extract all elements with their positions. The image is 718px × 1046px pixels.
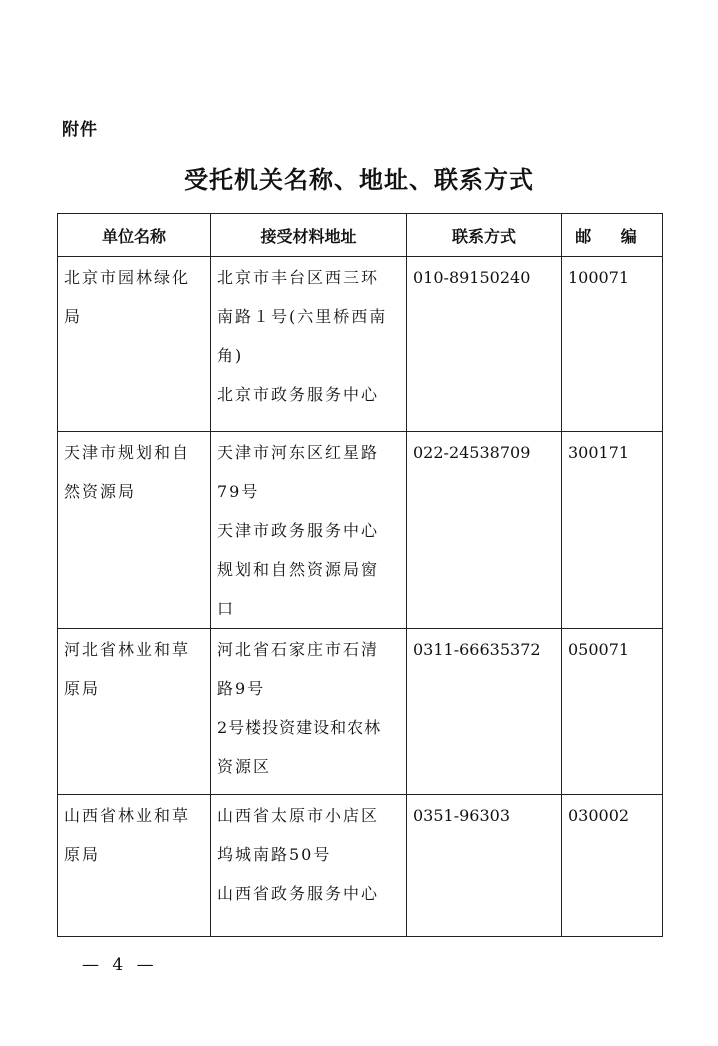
address-line: 天津市河东区红星路 [217,443,380,462]
address-line: 2号楼投资建设和农林 [217,718,382,737]
postcode-value: 100071 [568,268,630,287]
address-cell [211,795,407,937]
postcode-value: 050071 [568,640,630,659]
address-line: 路9号 [217,679,266,698]
unit-name-line: 北京市园林绿化 [64,268,191,287]
document-title: 受托机关名称、地址、联系方式 [184,165,534,194]
header-unit-name: 单位名称 [58,214,211,257]
unit-name-cell [58,432,211,629]
table-header-row [58,214,663,257]
header-postcode: 邮 编 [562,214,663,257]
address-cell [211,629,407,795]
address-line: 山西省政务服务中心 [217,884,380,903]
phone-cell [407,257,562,432]
phone-number: 0351-96303 [413,806,511,825]
postcode-value: 300171 [568,443,630,462]
postcode-value: 030002 [568,806,630,825]
address-line: 天津市政务服务中心 [217,521,380,540]
unit-name-cell [58,629,211,795]
address-line: 规划和自然资源局窗 [217,560,380,579]
table-row [58,257,663,432]
address-line: 坞城南路50号 [217,845,332,864]
unit-name-line: 原局 [64,845,101,864]
unit-name-cell [58,257,211,432]
unit-name-line: 天津市规划和自 [64,443,191,462]
unit-name-line: 山西省林业和草 [64,806,191,825]
address-cell [211,257,407,432]
phone-cell [407,795,562,937]
unit-name-cell [58,795,211,937]
phone-number: 0311-66635372 [413,640,541,659]
address-line: 北京市丰台区西三环 [217,268,380,287]
phone-cell [407,629,562,795]
address-line: 资源区 [217,757,272,776]
phone-cell [407,432,562,629]
unit-name-line: 原局 [64,679,101,698]
phone-number: 010-89150240 [413,268,531,287]
unit-name-line: 河北省林业和草 [64,640,191,659]
postcode-cell [562,795,663,937]
postcode-cell [562,257,663,432]
table-row [58,795,663,937]
address-cell [211,432,407,629]
attachment-label: 附件 [62,120,98,140]
table-row [58,432,663,629]
table-row [58,629,663,795]
address-line: 口 [217,599,236,618]
address-line: 河北省石家庄市石清 [217,640,380,659]
postcode-cell [562,629,663,795]
postcode-cell [562,432,663,629]
header-address: 接受材料地址 [211,214,407,257]
agency-contact-table [57,213,663,937]
address-line: 79号 [217,482,260,501]
address-line: 山西省太原市小店区 [217,806,380,825]
phone-number: 022-24538709 [413,443,531,462]
header-contact: 联系方式 [407,214,562,257]
page-number: — 4 — [82,955,158,975]
unit-name-line: 然资源局 [64,482,137,501]
address-line: 南路１号(六里桥西南 [217,307,388,326]
address-line: 北京市政务服务中心 [217,385,380,404]
address-line: 角) [217,346,244,365]
unit-name-line: 局 [64,307,83,326]
